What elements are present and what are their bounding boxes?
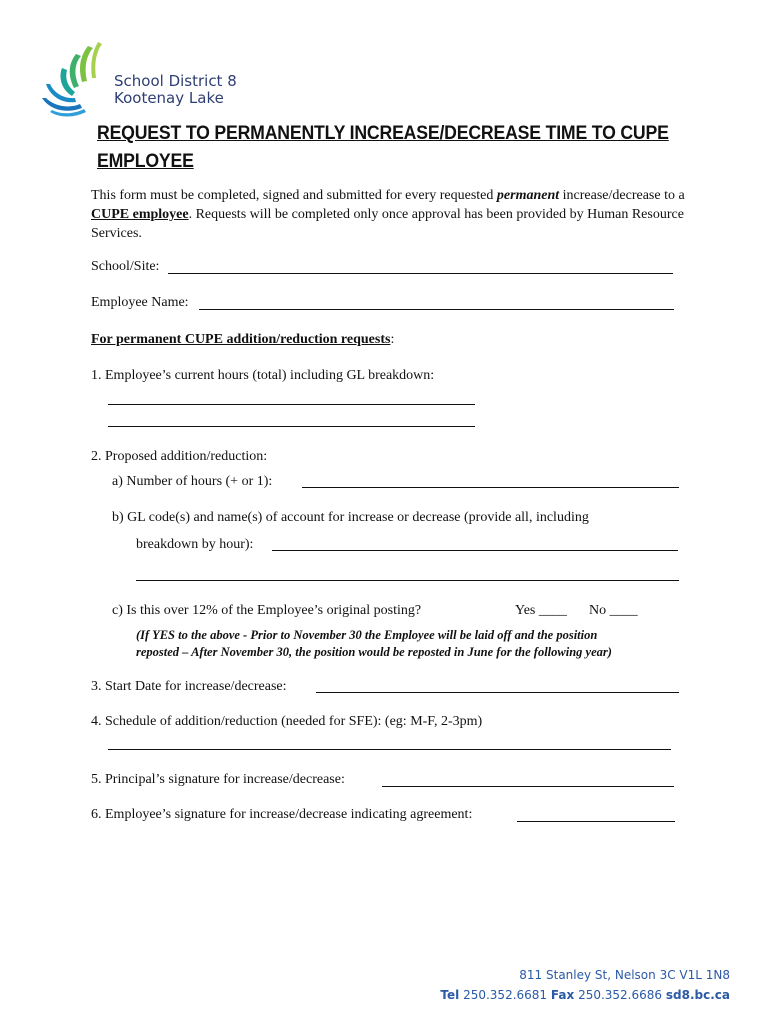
question-5-label: 5. Principal’s signature for increase/decrease: <box>91 772 345 787</box>
question-6-label: 6. Employee’s signature for increase/decrease indicating agreement: <box>91 807 473 822</box>
employee-name-field[interactable] <box>199 309 674 310</box>
org-name-line2: Kootenay Lake <box>114 89 224 107</box>
start-date-field[interactable] <box>316 692 679 693</box>
fax-number: 250.352.6686 <box>578 988 663 1002</box>
question-2-label: 2. Proposed addition/reduction: <box>91 449 268 464</box>
question-1-field-line1[interactable] <box>108 404 475 405</box>
question-2b-field-line2[interactable] <box>136 580 679 581</box>
question-2a-field[interactable] <box>302 487 679 488</box>
question-2b-label-line2: breakdown by hour): <box>136 537 254 552</box>
intro-text-1: This form must be completed, signed and submitted for every requested <box>91 188 497 203</box>
footer-address: 811 Stanley St, Nelson 3C V1L 1N8 <box>519 968 730 982</box>
question-1-label: 1. Employee’s current hours (total) including GL breakdown: <box>91 368 435 383</box>
section-heading-text: For permanent CUPE addition/reduction requests <box>91 332 391 347</box>
question-4-label: 4. Schedule of addition/reduction (needed for SFE): (eg: M-F, 2-3pm) <box>91 714 483 729</box>
school-site-label: School/Site: <box>91 259 160 274</box>
employee-signature-field[interactable] <box>517 821 675 822</box>
intro-emphasis-permanent: permanent <box>496 188 560 203</box>
intro-paragraph <box>91 186 691 243</box>
question-2c-yes[interactable]: Yes ____ <box>515 603 567 618</box>
question-2c-note <box>136 627 696 661</box>
question-2c-label: c) Is this over 12% of the Employee’s original posting? <box>112 603 422 618</box>
question-2b-field-line1[interactable] <box>272 550 678 551</box>
tel-number: 250.352.6681 <box>463 988 548 1002</box>
tel-label: Tel <box>440 988 460 1002</box>
form-title <box>97 120 692 176</box>
footer-contact <box>440 988 730 1002</box>
intro-text-3: . Requests will be completed only once approval has been provided by Human Resource Services. <box>91 207 684 241</box>
principal-signature-field[interactable] <box>382 786 674 787</box>
fax-label: Fax <box>550 988 575 1002</box>
section-heading-colon: : <box>390 332 395 347</box>
school-site-field[interactable] <box>168 273 673 274</box>
question-3-label: 3. Start Date for increase/decrease: <box>91 679 287 694</box>
intro-text-2: increase/decrease to a <box>559 188 685 203</box>
org-name <box>114 73 237 107</box>
section-heading <box>91 331 394 349</box>
note-line2: reposted – After November 30, the position would be reposted in June for the following year) <box>136 645 612 659</box>
intro-emphasis-cupe: CUPE employee <box>91 207 189 222</box>
form-title-line2: EMPLOYEE <box>97 151 194 172</box>
question-1-field-line2[interactable] <box>108 426 475 427</box>
question-2b-label-line1: b) GL code(s) and name(s) of account for increase or decrease (provide all, including <box>112 510 589 525</box>
question-2a-label: a) Number of hours (+ or 1): <box>112 474 273 489</box>
logo-swoosh-icon <box>40 38 120 118</box>
form-title-line1: REQUEST TO PERMANENTLY INCREASE/DECREASE TIME TO CUPE <box>97 123 669 144</box>
question-2c-no[interactable]: No ____ <box>589 603 638 618</box>
schedule-field[interactable] <box>108 749 671 750</box>
org-name-line1: School District 8 <box>114 72 237 90</box>
website-link[interactable]: sd8.bc.ca <box>665 988 730 1002</box>
employee-name-label: Employee Name: <box>91 295 189 310</box>
note-line1: (If YES to the above - Prior to November 30 the Employee will be laid off and the position <box>136 628 598 642</box>
